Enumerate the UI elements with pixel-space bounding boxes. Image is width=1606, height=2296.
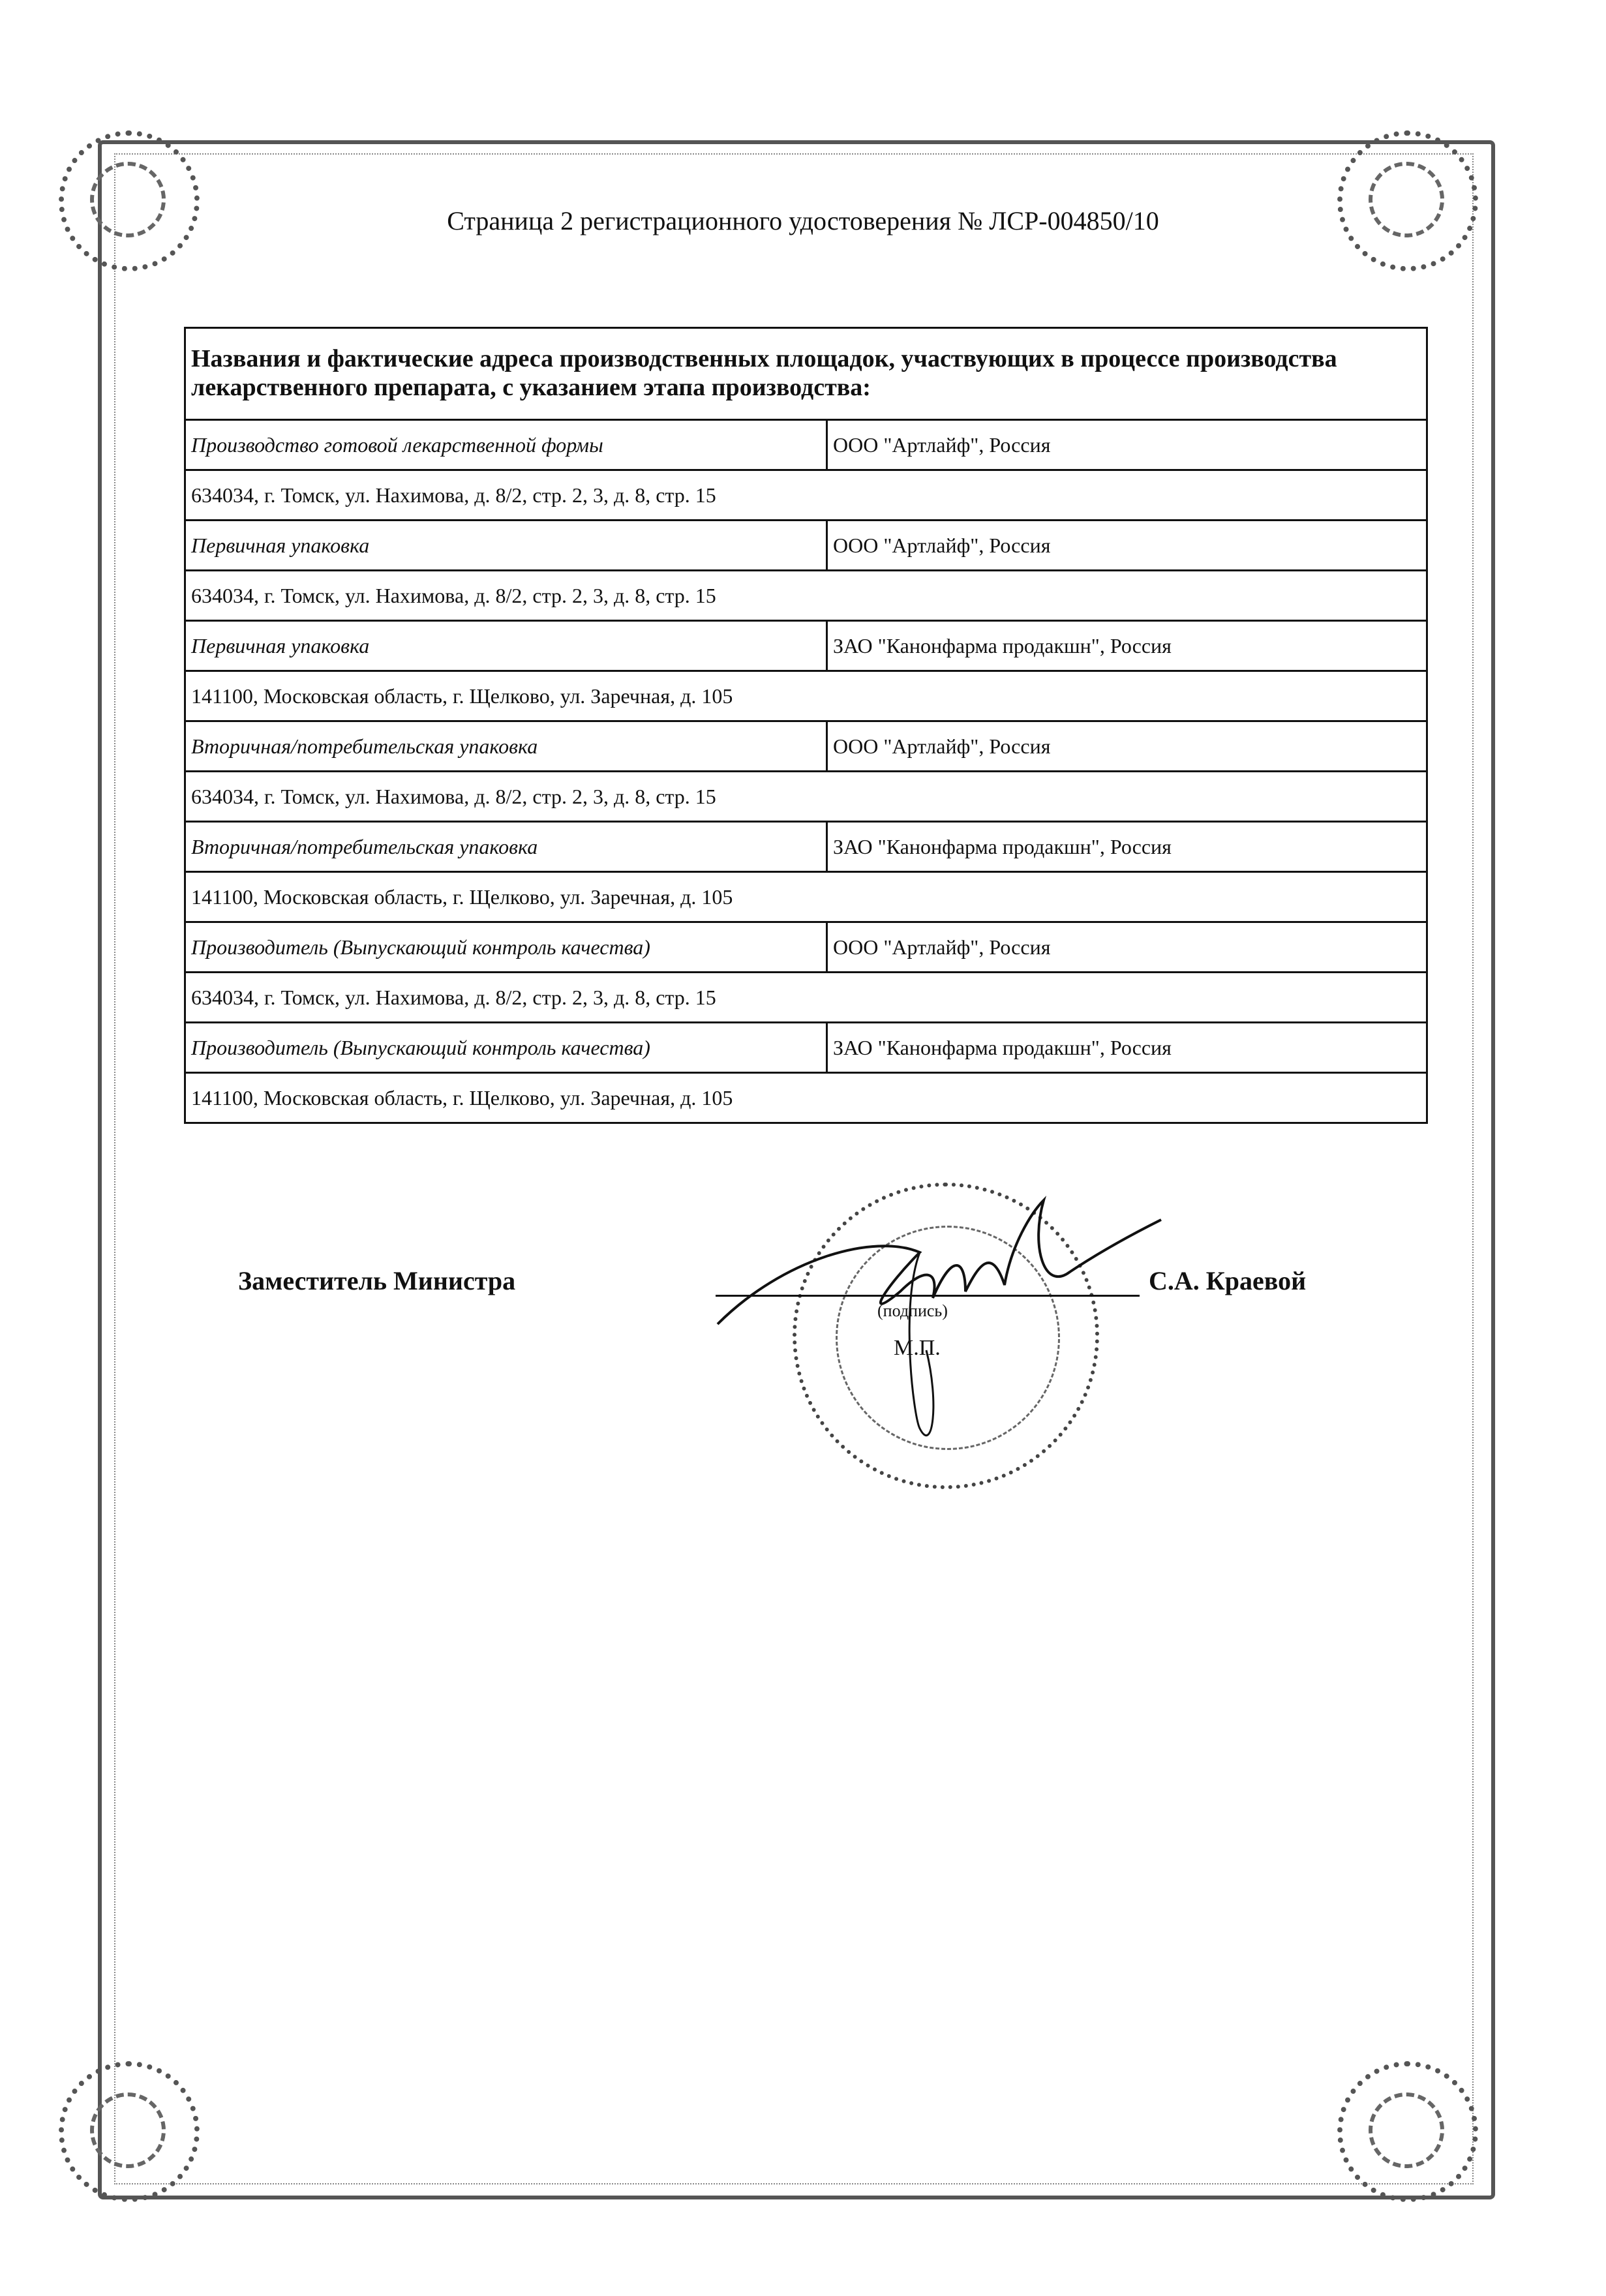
company-name: ЗАО "Канонфарма продакшн", Россия [827, 621, 1427, 671]
production-stage: Производитель (Выпускающий контроль качества) [185, 922, 827, 973]
page-title: Страница 2 регистрационного удостоверения № ЛСР-004850/10 [447, 206, 1159, 235]
production-stage: Вторичная/потребительская упаковка [185, 822, 827, 872]
table-row [185, 922, 1427, 973]
company-name: ООО "Артлайф", Россия [827, 922, 1427, 973]
site-address: 141100, Московская область, г. Щелково, ул. Заречная, д. 105 [185, 671, 1427, 721]
production-stage: Первичная упаковка [185, 621, 827, 671]
signatory-role: Заместитель Министра [238, 1266, 516, 1295]
table-header: Названия и фактические адреса производственных площадок, участвующих в процессе производства лекарственного препарата, с указанием этапа производства: [185, 328, 1427, 420]
table-row [185, 973, 1427, 1023]
table-row [185, 671, 1427, 721]
table-row [185, 1023, 1427, 1073]
table-row [185, 1073, 1427, 1123]
seal-label: М.П. [894, 1336, 941, 1360]
rosette-ornament-icon [59, 130, 200, 271]
site-address: 634034, г. Томск, ул. Нахимова, д. 8/2, стр. 2, 3, д. 8, стр. 15 [185, 973, 1427, 1023]
table-row [185, 420, 1427, 470]
company-name: ЗАО "Канонфарма продакшн", Россия [827, 822, 1427, 872]
site-address: 141100, Московская область, г. Щелково, ул. Заречная, д. 105 [185, 1073, 1427, 1123]
rosette-ornament-icon [59, 2061, 200, 2202]
signature-caption: (подпись) [877, 1301, 948, 1320]
site-address: 634034, г. Томск, ул. Нахимова, д. 8/2, стр. 2, 3, д. 8, стр. 15 [185, 772, 1427, 822]
company-name: ООО "Артлайф", Россия [827, 521, 1427, 571]
signatory-name: С.А. Краевой [1149, 1266, 1307, 1295]
rosette-ornament-icon [1337, 2061, 1478, 2202]
company-name: ООО "Артлайф", Россия [827, 721, 1427, 772]
table-row [185, 470, 1427, 521]
table-row [185, 872, 1427, 922]
production-sites-table [184, 327, 1428, 1124]
table-row [185, 822, 1427, 872]
production-stage: Производство готовой лекарственной формы [185, 420, 827, 470]
signature-line [716, 1295, 1140, 1297]
production-stage: Первичная упаковка [185, 521, 827, 571]
table-header-row [185, 328, 1427, 420]
site-address: 634034, г. Томск, ул. Нахимова, д. 8/2, стр. 2, 3, д. 8, стр. 15 [185, 571, 1427, 621]
table-row [185, 772, 1427, 822]
table-row [185, 621, 1427, 671]
company-name: ЗАО "Канонфарма продакшн", Россия [827, 1023, 1427, 1073]
table-row [185, 521, 1427, 571]
rosette-ornament-icon [1337, 130, 1478, 271]
company-name: ООО "Артлайф", Россия [827, 420, 1427, 470]
production-stage: Вторичная/потребительская упаковка [185, 721, 827, 772]
table-row [185, 721, 1427, 772]
site-address: 141100, Московская область, г. Щелково, ул. Заречная, д. 105 [185, 872, 1427, 922]
production-stage: Производитель (Выпускающий контроль качества) [185, 1023, 827, 1073]
site-address: 634034, г. Томск, ул. Нахимова, д. 8/2, стр. 2, 3, д. 8, стр. 15 [185, 470, 1427, 521]
table-row [185, 571, 1427, 621]
